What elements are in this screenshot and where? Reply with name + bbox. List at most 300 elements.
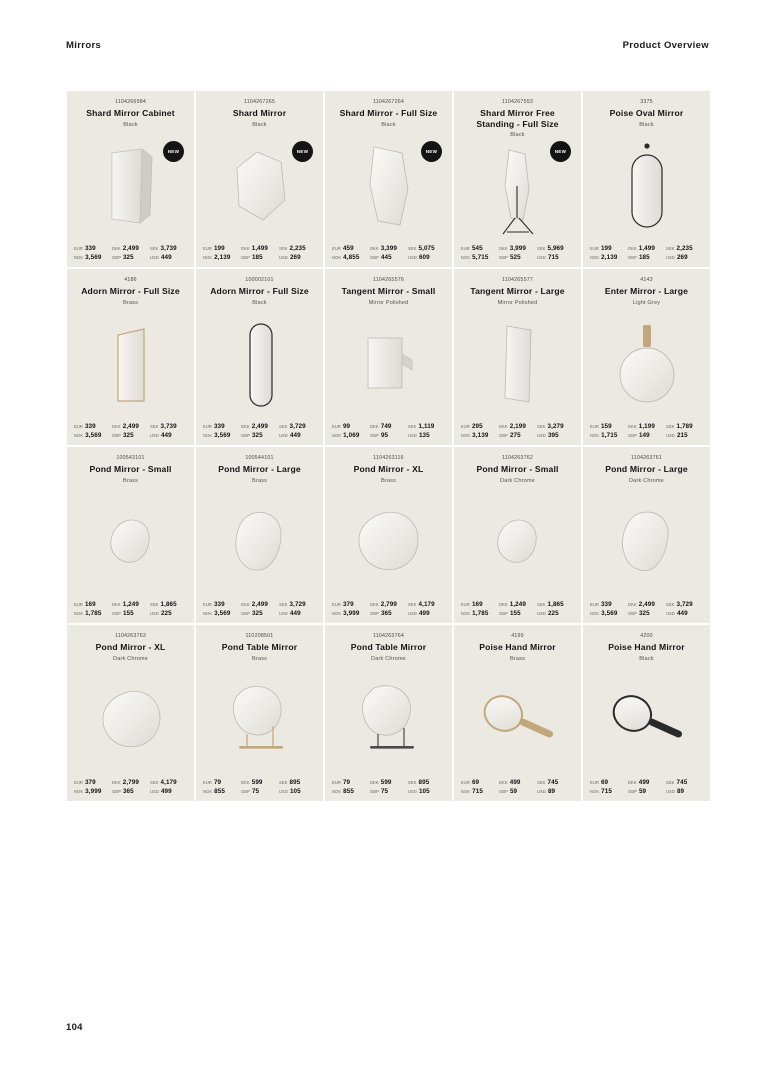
product-variant: Dark Chrome xyxy=(500,477,535,484)
currency-label: USD xyxy=(279,255,288,260)
price-value: 325 xyxy=(122,254,134,261)
product-image xyxy=(203,130,316,243)
currency-label: GBP xyxy=(241,433,250,438)
product-card[interactable] xyxy=(66,446,195,624)
price-usd xyxy=(150,788,187,795)
currency-label: USD xyxy=(537,255,546,260)
product-sku: 4200 xyxy=(640,633,653,639)
currency-label: SEK xyxy=(279,246,288,251)
product-sku: 1104267553 xyxy=(501,99,534,105)
price-value: 895 xyxy=(418,779,430,786)
currency-label: DKK xyxy=(370,780,379,785)
price-eur xyxy=(203,779,240,786)
price-value: 3,999 xyxy=(509,245,526,252)
price-sek xyxy=(279,423,316,430)
price-eur xyxy=(74,245,111,252)
product-name: Pond Mirror - Small xyxy=(476,464,559,474)
currency-label: EUR xyxy=(590,602,599,607)
product-card[interactable] xyxy=(324,90,453,268)
currency-label: SEK xyxy=(150,602,159,607)
price-value: 1,499 xyxy=(251,245,268,252)
product-name: Pond Table Mirror xyxy=(221,642,298,652)
currency-label: DKK xyxy=(628,246,637,251)
currency-label: SEK xyxy=(279,424,288,429)
product-card[interactable] xyxy=(195,446,324,624)
currency-label: SEK xyxy=(279,602,288,607)
currency-label: USD xyxy=(666,789,675,794)
price-value: 449 xyxy=(160,254,172,261)
price-usd xyxy=(279,788,316,795)
currency-label: GBP xyxy=(628,611,637,616)
product-image xyxy=(203,486,316,599)
price-value: 2,499 xyxy=(122,245,139,252)
price-value: 545 xyxy=(471,245,483,252)
product-card[interactable] xyxy=(66,90,195,268)
price-dkk xyxy=(628,245,665,252)
product-image xyxy=(332,664,445,777)
currency-label: EUR xyxy=(590,780,599,785)
currency-label: SEK xyxy=(537,602,546,607)
currency-label: DKK xyxy=(499,424,508,429)
price-value: 2,499 xyxy=(251,423,268,430)
price-dkk xyxy=(112,779,149,786)
currency-label: NOK xyxy=(590,611,600,616)
currency-label: SEK xyxy=(666,246,675,251)
price-table xyxy=(461,601,574,617)
currency-label: DKK xyxy=(370,246,379,251)
currency-label: SEK xyxy=(666,424,675,429)
product-card[interactable] xyxy=(582,446,711,624)
new-badge: NEW xyxy=(292,141,313,162)
currency-label: NOK xyxy=(332,789,342,794)
product-name: Pond Mirror - XL xyxy=(95,642,166,652)
product-sku: 100543101 xyxy=(116,455,145,461)
currency-label: USD xyxy=(279,433,288,438)
product-sku: 4143 xyxy=(640,277,653,283)
price-table xyxy=(590,601,703,617)
price-table xyxy=(203,779,316,795)
currency-label: EUR xyxy=(590,246,599,251)
product-card[interactable] xyxy=(195,624,324,802)
price-sek xyxy=(279,245,316,252)
price-eur xyxy=(332,779,369,786)
price-sek xyxy=(666,245,703,252)
price-eur xyxy=(203,601,240,608)
currency-label: USD xyxy=(408,433,417,438)
product-name: Shard Mirror xyxy=(232,108,287,118)
currency-label: NOK xyxy=(203,255,213,260)
price-table xyxy=(590,423,703,439)
price-usd xyxy=(150,254,187,261)
currency-label: NOK xyxy=(461,255,471,260)
currency-label: USD xyxy=(408,611,417,616)
price-value: 3,279 xyxy=(547,423,564,430)
price-value: 339 xyxy=(213,601,225,608)
currency-label: EUR xyxy=(203,780,212,785)
product-card[interactable] xyxy=(66,268,195,446)
product-image xyxy=(203,308,316,421)
price-table xyxy=(74,601,187,617)
price-table xyxy=(332,601,445,617)
product-card[interactable] xyxy=(195,90,324,268)
price-value: 3,569 xyxy=(214,610,231,617)
price-value: 135 xyxy=(418,432,430,439)
currency-label: GBP xyxy=(370,433,379,438)
price-gbp xyxy=(499,610,536,617)
currency-label: EUR xyxy=(74,780,83,785)
currency-label: SEK xyxy=(408,602,417,607)
currency-label: GBP xyxy=(499,611,508,616)
price-value: 395 xyxy=(547,432,559,439)
price-dkk xyxy=(241,601,278,608)
price-usd xyxy=(150,432,187,439)
price-gbp xyxy=(499,788,536,795)
price-value: 499 xyxy=(509,779,521,786)
page-header xyxy=(66,40,709,51)
price-value: 3,999 xyxy=(85,788,102,795)
product-sku: 1104265577 xyxy=(501,277,534,283)
price-value: 89 xyxy=(547,788,556,795)
price-value: 3,999 xyxy=(343,610,360,617)
price-value: 4,179 xyxy=(418,601,435,608)
product-image xyxy=(590,486,703,599)
product-sku: 3375 xyxy=(640,99,653,105)
product-sku: 1104266984 xyxy=(114,99,147,105)
price-nok xyxy=(74,610,111,617)
price-value: 79 xyxy=(213,779,222,786)
currency-label: NOK xyxy=(74,255,84,260)
price-sek xyxy=(150,601,187,608)
currency-label: NOK xyxy=(590,433,600,438)
product-image xyxy=(203,664,316,777)
price-dkk xyxy=(370,423,407,430)
product-card[interactable] xyxy=(324,446,453,624)
price-dkk xyxy=(628,601,665,608)
price-value: 339 xyxy=(84,423,96,430)
page-number: 104 xyxy=(66,1022,83,1033)
currency-label: GBP xyxy=(628,789,637,794)
price-usd xyxy=(537,432,574,439)
price-gbp xyxy=(370,610,407,617)
price-table xyxy=(332,245,445,261)
price-value: 1,069 xyxy=(343,432,360,439)
price-value: 379 xyxy=(342,601,354,608)
product-variant: Black xyxy=(639,655,654,662)
currency-label: NOK xyxy=(332,611,342,616)
price-dkk xyxy=(370,601,407,608)
price-dkk xyxy=(499,245,536,252)
currency-label: SEK xyxy=(537,246,546,251)
product-card[interactable] xyxy=(582,90,711,268)
price-dkk xyxy=(112,245,149,252)
price-value: 2,235 xyxy=(289,245,306,252)
price-nok xyxy=(332,254,369,261)
price-sek xyxy=(150,779,187,786)
price-nok xyxy=(461,432,498,439)
price-value: 2,235 xyxy=(676,245,693,252)
product-image xyxy=(74,308,187,421)
price-value: 1,715 xyxy=(601,432,618,439)
price-table xyxy=(203,245,316,261)
price-dkk xyxy=(628,779,665,786)
price-value: 69 xyxy=(471,779,480,786)
currency-label: GBP xyxy=(370,255,379,260)
price-value: 449 xyxy=(160,432,172,439)
currency-label: GBP xyxy=(112,433,121,438)
product-card[interactable] xyxy=(195,268,324,446)
price-usd xyxy=(408,788,445,795)
currency-label: DKK xyxy=(628,424,637,429)
product-variant: Black xyxy=(639,121,654,128)
currency-label: EUR xyxy=(203,424,212,429)
price-value: 445 xyxy=(380,254,392,261)
product-name: Pond Mirror - Small xyxy=(89,464,172,474)
price-value: 75 xyxy=(380,788,389,795)
product-card[interactable] xyxy=(453,268,582,446)
price-value: 599 xyxy=(380,779,392,786)
currency-label: GBP xyxy=(499,255,508,260)
price-eur xyxy=(203,245,240,252)
price-value: 199 xyxy=(600,245,612,252)
new-badge: NEW xyxy=(163,141,184,162)
price-value: 3,729 xyxy=(676,601,693,608)
price-dkk xyxy=(112,423,149,430)
price-value: 715 xyxy=(601,788,612,795)
currency-label: USD xyxy=(408,255,417,260)
currency-label: GBP xyxy=(241,789,250,794)
price-value: 95 xyxy=(380,432,389,439)
price-value: 449 xyxy=(289,432,301,439)
currency-label: DKK xyxy=(370,602,379,607)
price-value: 159 xyxy=(600,423,612,430)
product-card[interactable] xyxy=(324,624,453,802)
product-sku: 1104267264 xyxy=(372,99,405,105)
price-gbp xyxy=(499,254,536,261)
product-name: Pond Table Mirror xyxy=(350,642,427,652)
price-nok xyxy=(590,788,627,795)
price-gbp xyxy=(499,432,536,439)
currency-label: SEK xyxy=(150,424,159,429)
price-sek xyxy=(150,423,187,430)
product-image xyxy=(590,130,703,243)
product-name: Poise Hand Mirror xyxy=(479,642,556,652)
product-card[interactable] xyxy=(453,446,582,624)
price-value: 1,119 xyxy=(418,423,435,430)
price-value: 499 xyxy=(418,610,430,617)
price-value: 449 xyxy=(289,610,301,617)
product-variant: Brass xyxy=(122,477,139,484)
price-eur xyxy=(590,779,627,786)
product-image xyxy=(74,664,187,777)
currency-label: GBP xyxy=(241,255,250,260)
price-value: 3,729 xyxy=(289,601,306,608)
product-sku: 1104265576 xyxy=(372,277,405,283)
price-sek xyxy=(408,245,445,252)
price-gbp xyxy=(241,610,278,617)
price-value: 609 xyxy=(418,254,430,261)
price-value: 3,739 xyxy=(160,423,177,430)
price-sek xyxy=(279,779,316,786)
price-dkk xyxy=(628,423,665,430)
price-value: 3,569 xyxy=(85,254,102,261)
currency-label: GBP xyxy=(628,433,637,438)
price-value: 215 xyxy=(676,432,688,439)
price-dkk xyxy=(499,779,536,786)
price-table xyxy=(203,423,316,439)
currency-label: NOK xyxy=(74,789,84,794)
price-nok xyxy=(74,254,111,261)
currency-label: EUR xyxy=(74,424,83,429)
price-usd xyxy=(408,432,445,439)
currency-label: EUR xyxy=(461,780,470,785)
currency-label: EUR xyxy=(461,424,470,429)
currency-label: DKK xyxy=(112,780,121,785)
currency-label: EUR xyxy=(332,602,341,607)
price-sek xyxy=(537,245,574,252)
product-name: Adorn Mirror - Full Size xyxy=(210,286,309,296)
currency-label: EUR xyxy=(74,602,83,607)
price-gbp xyxy=(112,254,149,261)
price-value: 3,569 xyxy=(601,610,618,617)
price-value: 89 xyxy=(676,788,685,795)
price-value: 855 xyxy=(214,788,225,795)
product-sku: 110208501 xyxy=(245,633,274,639)
price-value: 59 xyxy=(509,788,518,795)
currency-label: GBP xyxy=(370,789,379,794)
price-table xyxy=(461,245,574,261)
currency-label: GBP xyxy=(499,433,508,438)
product-name: Pond Mirror - XL xyxy=(353,464,424,474)
price-eur xyxy=(461,423,498,430)
price-usd xyxy=(279,432,316,439)
price-value: 1,499 xyxy=(638,245,655,252)
product-variant: Light Grey xyxy=(632,299,661,306)
product-card[interactable] xyxy=(453,90,582,268)
price-eur xyxy=(74,779,111,786)
price-dkk xyxy=(112,601,149,608)
product-name: Poise Oval Mirror xyxy=(609,108,684,118)
price-nok xyxy=(332,432,369,439)
price-dkk xyxy=(241,779,278,786)
header-section: Product Overview xyxy=(622,40,709,51)
price-nok xyxy=(203,254,240,261)
price-nok xyxy=(590,432,627,439)
new-badge: NEW xyxy=(550,141,571,162)
price-value: 745 xyxy=(547,779,559,786)
price-table xyxy=(590,245,703,261)
price-value: 3,729 xyxy=(289,423,306,430)
price-nok xyxy=(332,610,369,617)
price-sek xyxy=(537,779,574,786)
product-card[interactable] xyxy=(66,624,195,802)
currency-label: SEK xyxy=(537,780,546,785)
price-usd xyxy=(537,610,574,617)
currency-label: USD xyxy=(279,789,288,794)
price-value: 2,499 xyxy=(638,601,655,608)
price-sek xyxy=(666,601,703,608)
currency-label: USD xyxy=(150,611,159,616)
currency-label: NOK xyxy=(203,433,213,438)
price-value: 3,569 xyxy=(85,432,102,439)
price-value: 5,715 xyxy=(472,254,489,261)
currency-label: EUR xyxy=(590,424,599,429)
price-value: 269 xyxy=(676,254,688,261)
price-value: 1,785 xyxy=(472,610,489,617)
price-usd xyxy=(537,254,574,261)
product-variant: Brass xyxy=(122,299,139,306)
currency-label: NOK xyxy=(461,611,471,616)
product-variant: Dark Chrome xyxy=(629,477,664,484)
price-value: 3,739 xyxy=(160,245,177,252)
price-usd xyxy=(666,254,703,261)
price-value: 325 xyxy=(638,610,650,617)
currency-label: EUR xyxy=(74,246,83,251)
currency-label: EUR xyxy=(203,246,212,251)
product-image xyxy=(332,130,445,243)
product-card[interactable] xyxy=(324,268,453,446)
price-value: 2,139 xyxy=(601,254,618,261)
price-value: 99 xyxy=(342,423,351,430)
price-value: 1,865 xyxy=(547,601,564,608)
product-name: Shard Mirror Cabinet xyxy=(86,108,175,118)
product-name: Tangent Mirror - Small xyxy=(341,286,436,296)
price-value: 69 xyxy=(600,779,609,786)
product-card[interactable] xyxy=(453,624,582,802)
price-nok xyxy=(461,254,498,261)
price-dkk xyxy=(370,245,407,252)
price-sek xyxy=(150,245,187,252)
price-sek xyxy=(408,601,445,608)
price-value: 59 xyxy=(638,788,647,795)
price-value: 4,179 xyxy=(160,779,177,786)
currency-label: NOK xyxy=(590,789,600,794)
price-gbp xyxy=(628,788,665,795)
price-value: 499 xyxy=(160,788,172,795)
price-value: 749 xyxy=(380,423,392,430)
price-eur xyxy=(461,779,498,786)
currency-label: DKK xyxy=(628,780,637,785)
price-usd xyxy=(666,610,703,617)
product-card[interactable] xyxy=(582,268,711,446)
price-nok xyxy=(203,432,240,439)
price-gbp xyxy=(112,610,149,617)
price-table xyxy=(461,779,574,795)
currency-label: USD xyxy=(666,611,675,616)
price-usd xyxy=(537,788,574,795)
currency-label: NOK xyxy=(203,611,213,616)
price-value: 715 xyxy=(547,254,559,261)
product-variant: Brass xyxy=(251,477,268,484)
price-eur xyxy=(590,245,627,252)
price-value: 745 xyxy=(676,779,688,786)
currency-label: SEK xyxy=(150,246,159,251)
currency-label: DKK xyxy=(241,246,250,251)
currency-label: SEK xyxy=(408,780,417,785)
currency-label: SEK xyxy=(666,780,675,785)
price-value: 169 xyxy=(471,601,483,608)
product-sku: 1104263762 xyxy=(501,455,534,461)
price-value: 2,499 xyxy=(251,601,268,608)
price-value: 79 xyxy=(342,779,351,786)
currency-label: DKK xyxy=(112,602,121,607)
currency-label: GBP xyxy=(241,611,250,616)
price-nok xyxy=(461,610,498,617)
price-value: 199 xyxy=(213,245,225,252)
price-dkk xyxy=(241,423,278,430)
product-card[interactable] xyxy=(582,624,711,802)
currency-label: NOK xyxy=(203,789,213,794)
price-value: 2,799 xyxy=(122,779,139,786)
